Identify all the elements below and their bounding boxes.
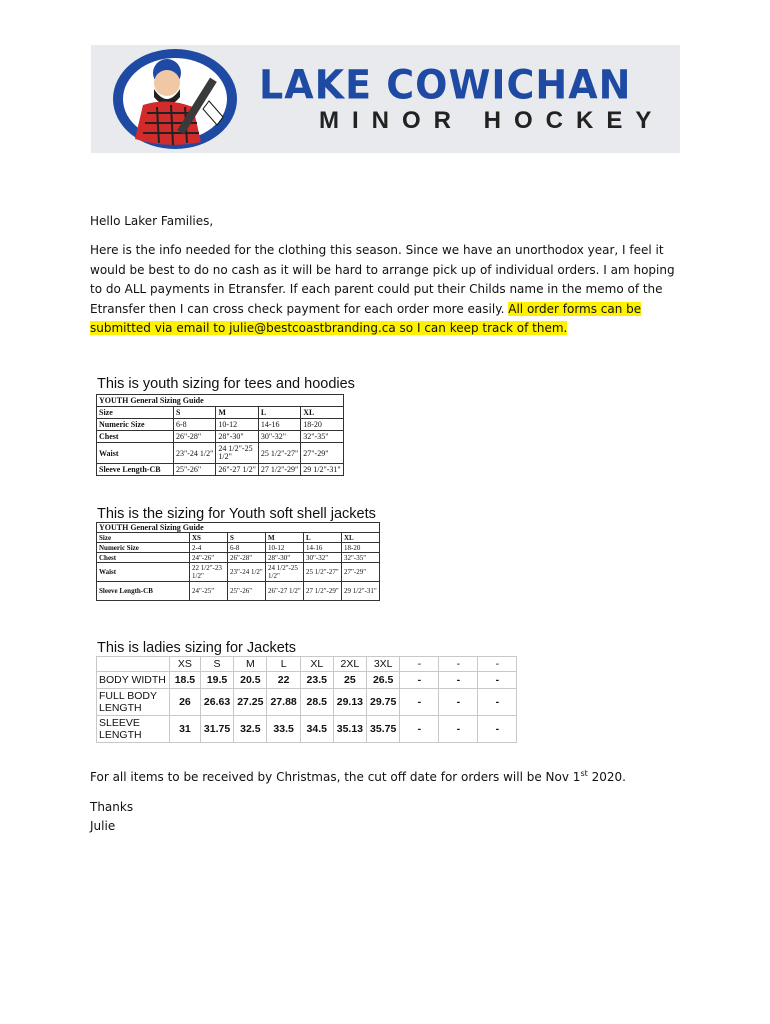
table-row	[97, 716, 517, 743]
table-header-cell: L	[267, 657, 300, 672]
table-header-cell: M	[266, 533, 304, 543]
table-header-cell: XL	[300, 657, 333, 672]
table-cell: 24 1/2"-25 1/2"	[216, 443, 258, 464]
table-row	[97, 443, 344, 464]
table-cell: 6-8	[174, 419, 216, 431]
cutoff-note	[90, 768, 690, 788]
table-header-cell: M	[216, 407, 258, 419]
table-row-label: Chest	[97, 431, 174, 443]
table-cell: 27 1/2"-29"	[304, 582, 342, 601]
table-cell: 24"-25"	[190, 582, 228, 601]
table-cell: 24"-26"	[190, 553, 228, 563]
table-row-label: Chest	[97, 553, 190, 563]
table-cell: 26.63	[200, 689, 233, 716]
table-cell: 29 1/2"-31"	[342, 582, 380, 601]
table-header-cell: Size	[97, 407, 174, 419]
table-cell: -	[478, 716, 517, 743]
table-header-cell: -	[439, 657, 478, 672]
table-header-cell: XS	[190, 533, 228, 543]
intro-paragraph-text: Here is the info needed for the clothing this season. Since we have an unorthodox year, I feel it would be best to do no cash as it will be hard to arrange pick up of individual orders. I am hoping to do ALL payments in Etransfer. If each parent could put their Childs name in the memo of the Etransfer then I can cross check payment for each order more easily.	[90, 243, 675, 316]
table-header-cell: XS	[169, 657, 200, 672]
table-cell: 32.5	[234, 716, 267, 743]
table-row	[97, 672, 517, 689]
table-cell: 32"-35"	[301, 431, 343, 443]
table-cell: -	[400, 716, 439, 743]
table-cell: 23.5	[300, 672, 333, 689]
table-header-row	[97, 407, 344, 419]
table-cell: 28"-30"	[266, 553, 304, 563]
table-row-label: Sleeve Length-CB	[97, 582, 190, 601]
table-row	[97, 582, 380, 601]
youth-tees-table	[96, 394, 344, 476]
table-row-label: Waist	[97, 563, 190, 582]
signature: Julie	[90, 819, 116, 833]
table-cell: 34.5	[300, 716, 333, 743]
table-row-label: FULL BODY LENGTH	[97, 689, 170, 716]
table-header-cell: Size	[97, 533, 190, 543]
table-header-cell: -	[400, 657, 439, 672]
cutoff-note-text: For all items to be received by Christmas, the cut off date for orders will be Nov 1	[90, 770, 581, 784]
table-cell: 27"-29"	[342, 563, 380, 582]
table-cell: -	[439, 689, 478, 716]
table-header-cell: 2XL	[333, 657, 366, 672]
table-cell: 27.25	[234, 689, 267, 716]
table-cell: 2-4	[190, 543, 228, 553]
table-row-label: Numeric Size	[97, 419, 174, 431]
table-cell: 18.5	[169, 672, 200, 689]
table-cell: 26"-27 1/2"	[266, 582, 304, 601]
table-cell: 30"-32"	[258, 431, 300, 443]
table-cell: 6-8	[228, 543, 266, 553]
table-cell: 10-12	[266, 543, 304, 553]
table-cell: 27"-29"	[301, 443, 343, 464]
youth-tees-heading: This is youth sizing for tees and hoodies	[97, 376, 355, 392]
table-row	[97, 543, 380, 553]
table-cell: -	[478, 672, 517, 689]
youth-jackets-table	[96, 522, 380, 601]
table-cell: 14-16	[258, 419, 300, 431]
table-cell: 22	[267, 672, 300, 689]
table-cell: -	[439, 672, 478, 689]
table-cell: 25"-26"	[228, 582, 266, 601]
table-cell: 10-12	[216, 419, 258, 431]
table-cell: 14-16	[304, 543, 342, 553]
table-cell: 31.75	[200, 716, 233, 743]
table-cell: 28"-30"	[216, 431, 258, 443]
intro-paragraph	[90, 241, 690, 339]
table-row-label: Waist	[97, 443, 174, 464]
table-caption: YOUTH General Sizing Guide	[97, 523, 380, 533]
table-cell: -	[400, 689, 439, 716]
table-cell: 25"-26"	[174, 464, 216, 476]
table-cell: 26"-28"	[174, 431, 216, 443]
table-cell: -	[439, 716, 478, 743]
table-row-label: Numeric Size	[97, 543, 190, 553]
lumberjack-hockey-logo-icon	[105, 47, 255, 151]
table-row	[97, 563, 380, 582]
table-cell: 29 1/2"-31"	[301, 464, 343, 476]
table-header-cell: 3XL	[367, 657, 400, 672]
table-header-row	[97, 533, 380, 543]
brand-title: LAKE COWICHAN	[259, 61, 632, 109]
table-header-cell	[97, 657, 170, 672]
table-cell: 26.5	[367, 672, 400, 689]
table-header-cell: M	[234, 657, 267, 672]
table-cell: 29.75	[367, 689, 400, 716]
table-cell: 18-20	[342, 543, 380, 553]
ladies-sizing-table	[96, 656, 517, 743]
table-cell: 25 1/2"-27"	[258, 443, 300, 464]
table-header-cell: L	[258, 407, 300, 419]
table-row-label: Sleeve Length-CB	[97, 464, 174, 476]
table-cell: 35.75	[367, 716, 400, 743]
header-banner	[91, 45, 680, 153]
table-cell: 30"-32"	[304, 553, 342, 563]
table-cell: 22 1/2"-23 1/2"	[190, 563, 228, 582]
table-cell: 18-20	[301, 419, 343, 431]
table-row	[97, 431, 344, 443]
table-header-cell: XL	[301, 407, 343, 419]
highlighted-email-instruction: All order forms can be submitted via email to julie@bestcoastbranding.ca so I can keep track of them.	[90, 301, 642, 335]
ladies-heading: This is ladies sizing for Jackets	[97, 640, 297, 656]
table-cell: 32"-35"	[342, 553, 380, 563]
table-cell: 33.5	[267, 716, 300, 743]
table-cell: 23"-24 1/2"	[228, 563, 266, 582]
table-row	[97, 419, 344, 431]
table-row	[97, 689, 517, 716]
table-cell: 20.5	[234, 672, 267, 689]
table-row-label: BODY WIDTH	[97, 672, 170, 689]
table-cell: -	[478, 689, 517, 716]
table-cell: 26	[169, 689, 200, 716]
table-header-row	[97, 657, 517, 672]
table-cell: 27 1/2"-29"	[258, 464, 300, 476]
table-row	[97, 553, 380, 563]
table-cell: 23"-24 1/2"	[174, 443, 216, 464]
cutoff-note-year: 2020.	[587, 770, 626, 784]
table-header-cell: XL	[342, 533, 380, 543]
table-header-cell: -	[478, 657, 517, 672]
cutoff-note-sup: st	[580, 769, 588, 778]
table-cell: 26"-28"	[228, 553, 266, 563]
table-header-cell: L	[304, 533, 342, 543]
table-cell: 25 1/2"-27"	[304, 563, 342, 582]
table-row	[97, 464, 344, 476]
table-cell: 27.88	[267, 689, 300, 716]
greeting: Hello Laker Families,	[90, 214, 214, 228]
table-cell: 25	[333, 672, 366, 689]
table-header-cell: S	[174, 407, 216, 419]
table-cell: 28.5	[300, 689, 333, 716]
table-cell: 19.5	[200, 672, 233, 689]
table-header-cell: S	[228, 533, 266, 543]
youth-jackets-heading: This is the sizing for Youth soft shell jackets	[97, 506, 376, 522]
table-row-label: SLEEVE LENGTH	[97, 716, 170, 743]
table-cell: 35.13	[333, 716, 366, 743]
table-caption: YOUTH General Sizing Guide	[97, 395, 344, 407]
table-cell: 31	[169, 716, 200, 743]
closing-thanks: Thanks	[90, 800, 134, 814]
brand-subtitle: MINOR HOCKEY	[319, 107, 665, 134]
table-cell: 29.13	[333, 689, 366, 716]
table-cell: -	[400, 672, 439, 689]
table-cell: 24 1/2"-25 1/2"	[266, 563, 304, 582]
table-cell: 26"-27 1/2"	[216, 464, 258, 476]
table-header-cell: S	[200, 657, 233, 672]
